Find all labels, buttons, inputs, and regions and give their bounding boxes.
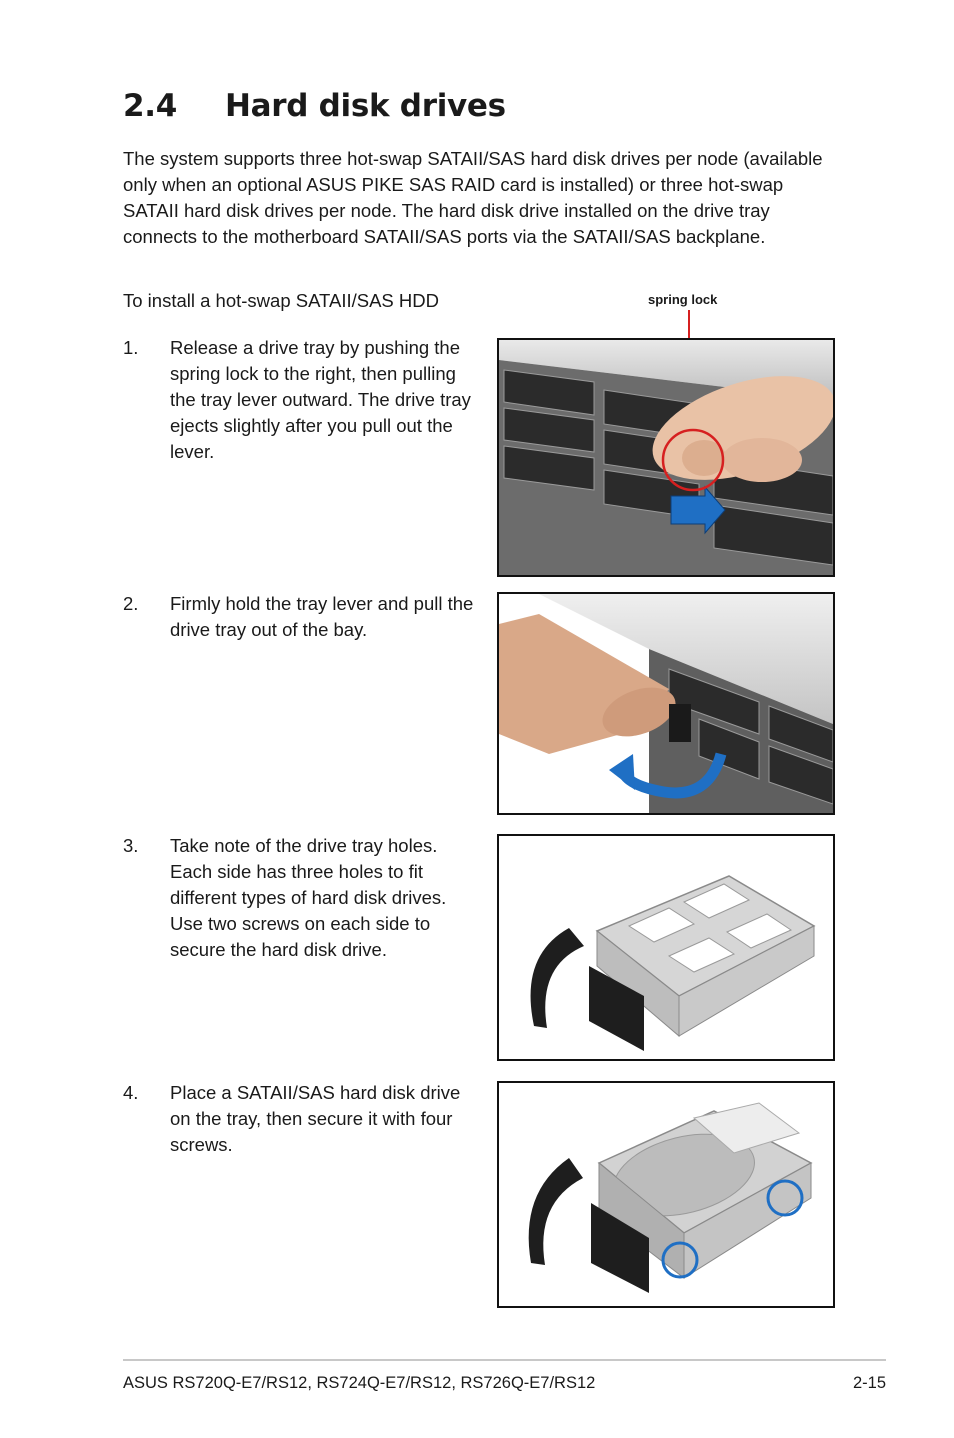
step-text: Place a SATAII/SAS hard disk drive on the tray, then secure it with four screws. [170,1082,461,1155]
step-number: 3. [123,835,139,856]
step-text: Release a drive tray by pushing the spring lock to the right, then pulling the tray lever outward. The drive tray ejects slightly after you pull out the lever. [170,337,471,462]
section-heading [123,88,506,124]
step-text: Take note of the drive tray holes. Each side has three holes to fit different types of hard disk drives. Use two screws on each side to secure the hard disk drive. [170,835,447,960]
footer-page-number: 2-15 [852,1374,886,1392]
figure-pull-tray [497,592,835,815]
footer-models: ASUS RS720Q-E7/RS12, RS724Q-E7/RS12, RS726Q-E7/RS12 [123,1374,596,1392]
section-title: Hard disk drives [225,88,506,124]
figure-drive-tray [497,834,835,1061]
section-number: 2.4 [123,88,178,124]
step-1 [123,335,483,465]
figure-release-tray [497,338,835,577]
step-number: 4. [123,1082,139,1103]
step-text: Firmly hold the tray lever and pull the drive tray out of the bay. [170,593,474,640]
step-3 [123,833,483,963]
intro-paragraph: The system supports three hot-swap SATAII/SAS hard disk drives per node (available only when an optional ASUS PIKE SAS RAID card is installed) or three hot-swap SATAII hard disk drives per node. The hard disk drive installed on the drive tray connects to the motherboard SATAII/SAS ports via the SATAII/SAS backplane. [123,148,823,247]
procedure-lead: To install a hot-swap SATAII/SAS HDD [123,290,439,311]
step-number: 2. [123,593,139,614]
figure-drive-installed [497,1081,835,1308]
spring-lock-callout-label: spring lock [648,292,718,307]
step-number: 1. [123,337,139,358]
step-2 [123,591,483,643]
step-4 [123,1080,483,1158]
footer-rule [123,1359,886,1361]
